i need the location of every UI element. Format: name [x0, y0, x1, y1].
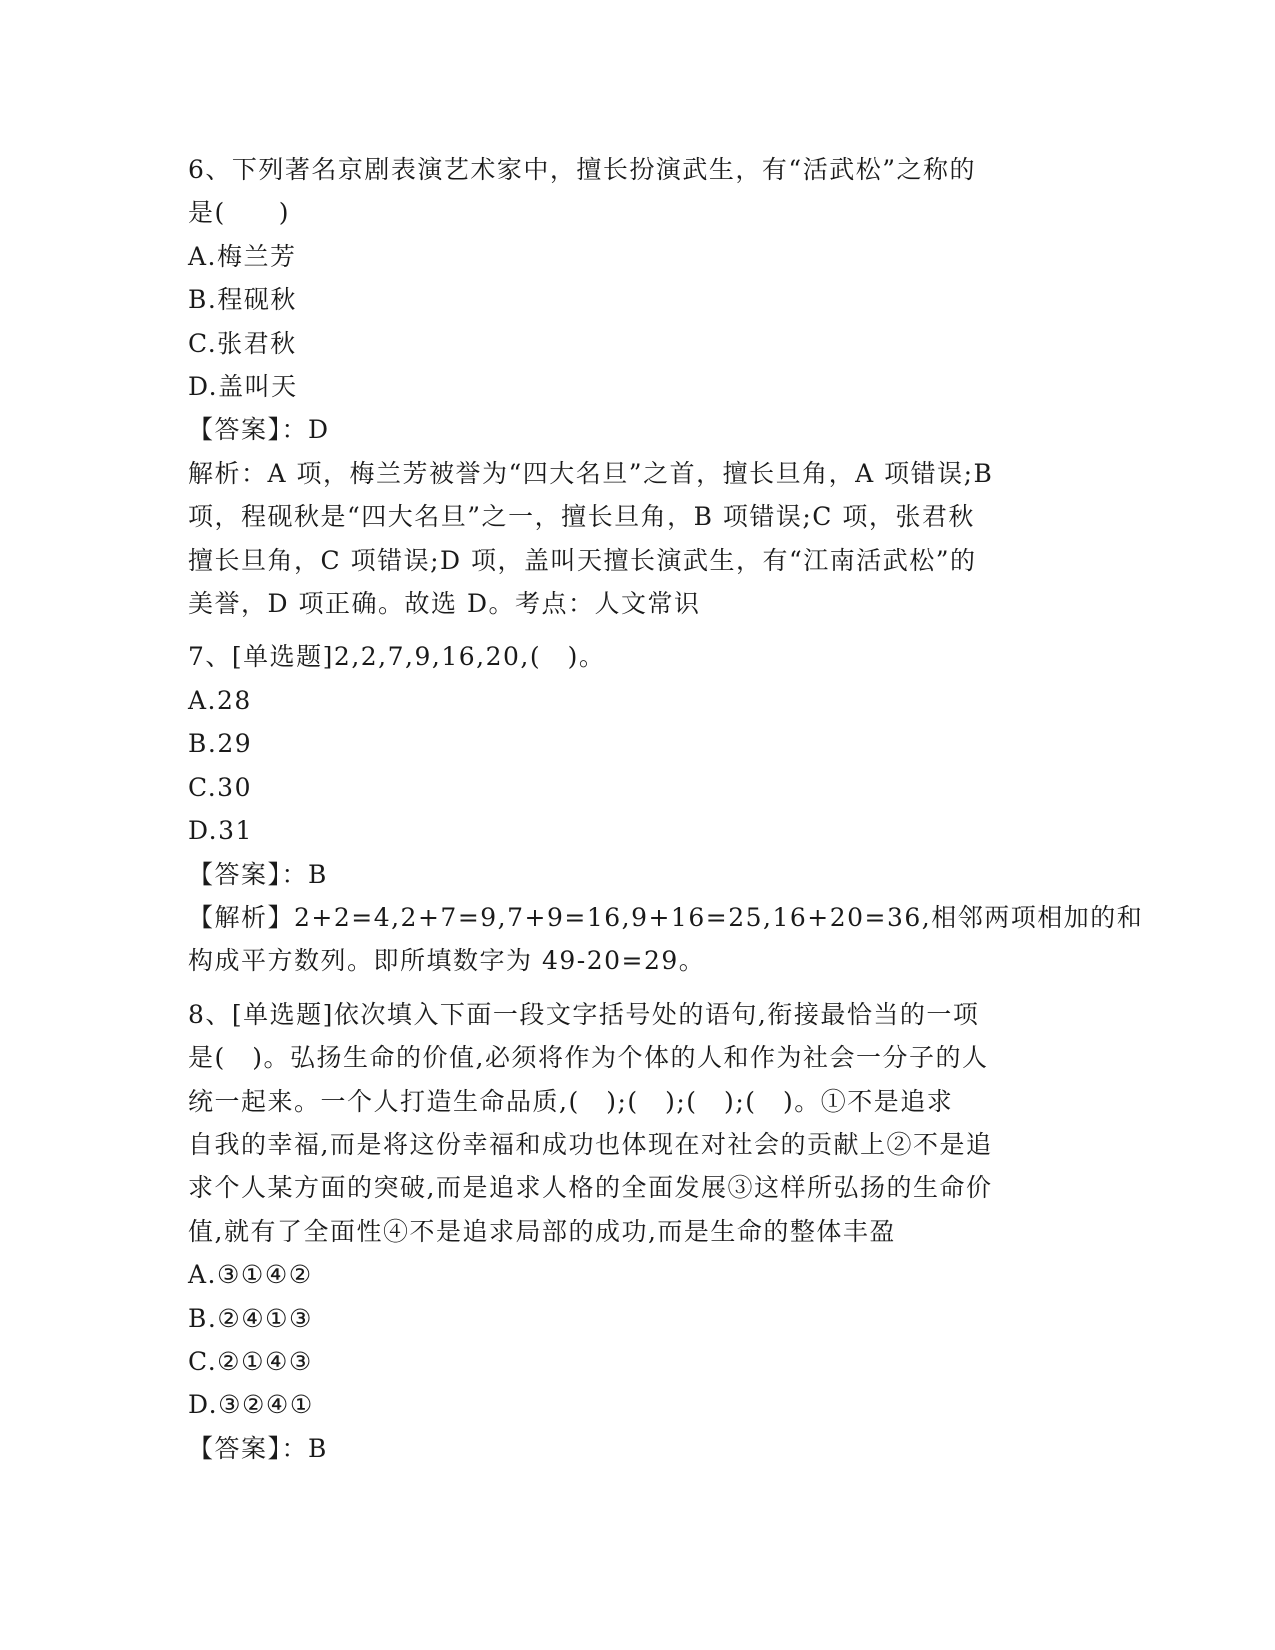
option-b: B.29: [188, 729, 253, 759]
question-6: [188, 148, 1088, 625]
answer-line: 【答案】：B: [188, 859, 328, 889]
option-a: A.③①④②: [188, 1260, 313, 1290]
analysis-line: 美誉，D 项正确。故选 D。考点：人文常识: [188, 589, 701, 619]
answer-line: 【答案】：D: [188, 415, 330, 445]
question-stem-line: 统一起来。一个人打造生命品质,( );( );( );( )。①不是追求: [188, 1086, 954, 1116]
question-stem-line: 求个人某方面的突破,而是追求人格的全面发展③这样所弘扬的生命价: [188, 1173, 993, 1203]
question-stem-line: 是( ): [188, 198, 291, 228]
option-c: C.②①④③: [188, 1346, 313, 1376]
analysis-line: 构成平方数列。即所填数字为 49-20=29。: [188, 946, 706, 976]
option-c: C.张君秋: [188, 328, 297, 358]
question-stem-line: 是( )。弘扬生命的价值,必须将作为个体的人和作为社会一分子的人: [188, 1043, 989, 1073]
option-c: C.30: [188, 772, 252, 802]
analysis-line: 擅长旦角，C 项错误;D 项，盖叫天擅长演武生，有“江南活武松”的: [188, 545, 977, 575]
analysis-line: 【解析】2+2=4,2+7=9,7+9=16,9+16=25,16+20=36,相邻两项相加的和: [188, 902, 1144, 932]
question-stem-line: 6、下列著名京剧表演艺术家中，擅长扮演武生，有“活武松”之称的: [188, 155, 976, 184]
option-d: D.盖叫天: [188, 372, 298, 402]
analysis-line: 项，程砚秋是“四大名旦”之一，擅长旦角，B 项错误;C 项，张君秋: [188, 502, 975, 532]
question-8: [188, 993, 1088, 1470]
question-stem-line: 8、[单选题]依次填入下面一段文字括号处的语句,衔接最恰当的一项: [188, 999, 980, 1029]
question-stem-line: 值,就有了全面性④不是追求局部的成功,而是生命的整体丰盈: [188, 1216, 896, 1246]
option-d: D.31: [188, 816, 253, 846]
option-b: B.程砚秋: [188, 285, 297, 315]
question-7: [188, 635, 1144, 982]
answer-line: 【答案】：B: [188, 1433, 328, 1463]
option-b: B.②④①③: [188, 1303, 313, 1333]
question-stem-line: 7、[单选题]2,2,7,9,16,20,( )。: [188, 642, 606, 672]
question-stem-line: 自我的幸福,而是将这份幸福和成功也体现在对社会的贡献上②不是追: [188, 1129, 993, 1159]
option-a: A.28: [188, 685, 252, 715]
document-page: [188, 148, 1144, 1470]
option-a: A.梅兰芳: [188, 241, 297, 271]
option-d: D.③②④①: [188, 1390, 314, 1420]
analysis-line: 解析：A 项，梅兰芳被誉为“四大名旦”之首，擅长旦角，A 项错误;B: [188, 458, 994, 488]
